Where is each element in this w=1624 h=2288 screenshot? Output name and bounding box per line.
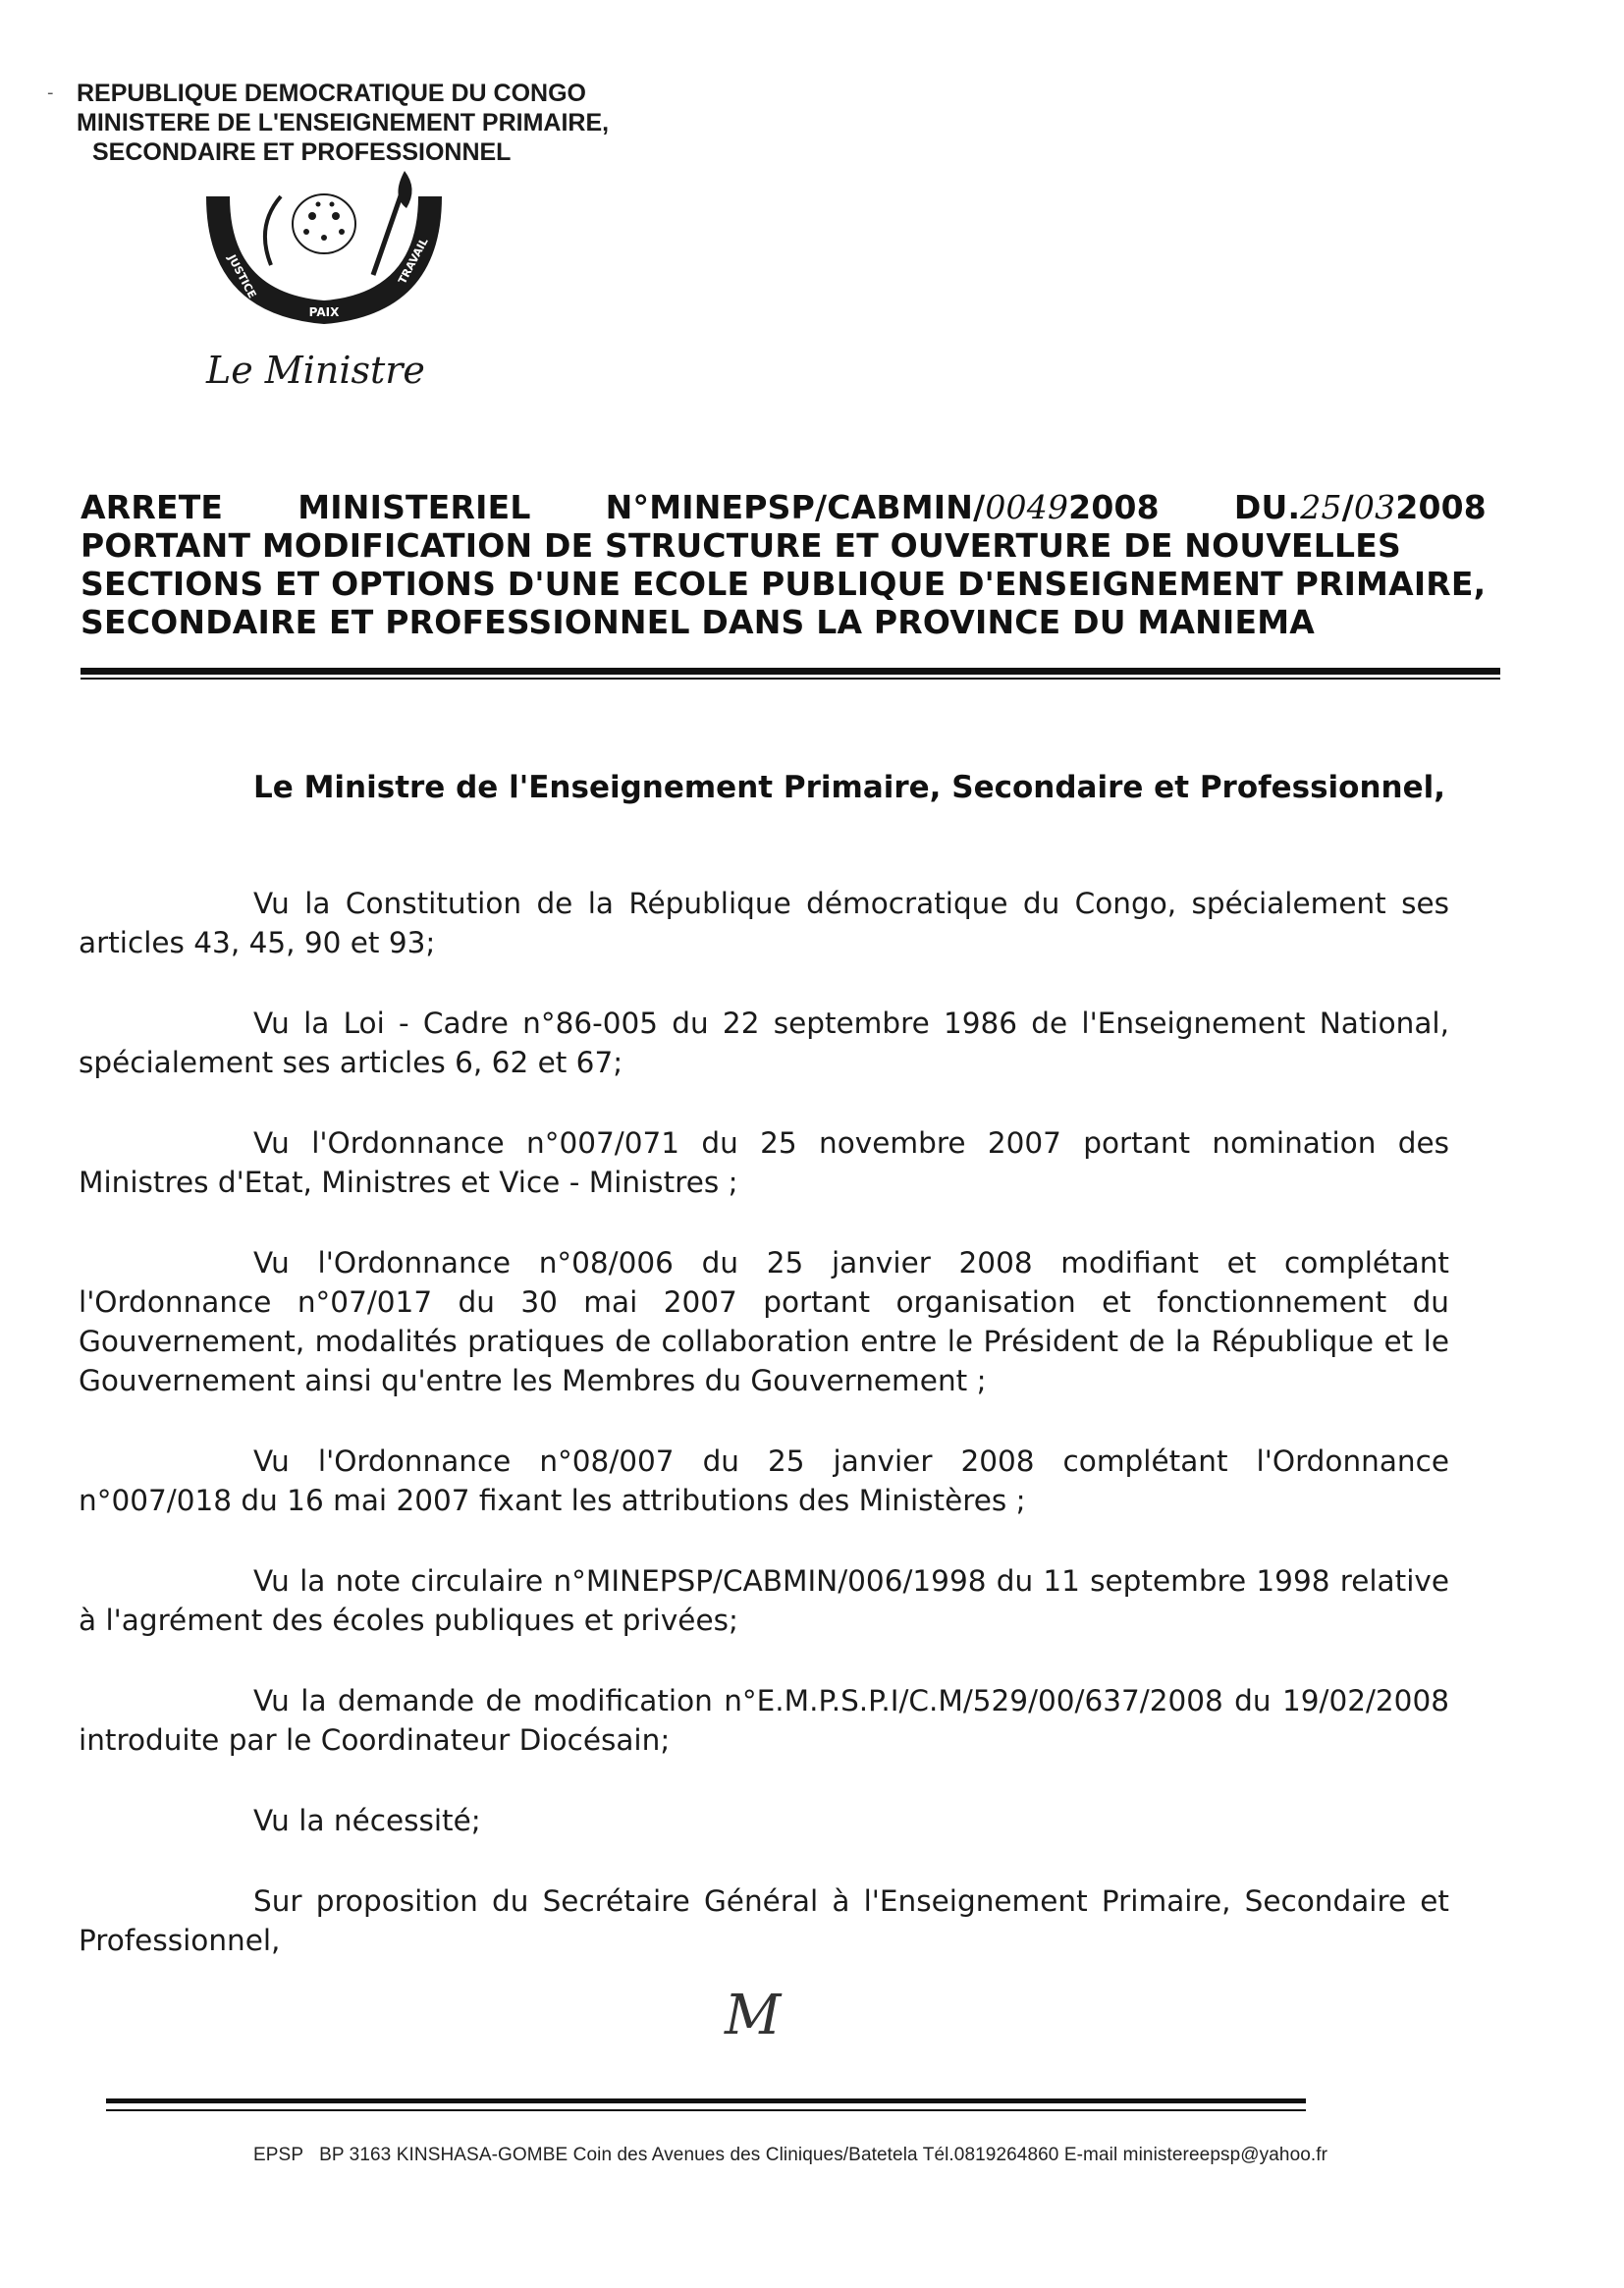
emblem-motto-right: TRAVAIL [396, 236, 431, 287]
title-word: MINISTERIEL [298, 488, 531, 526]
country-name: REPUBLIQUE DEMOCRATIQUE DU CONGO [77, 80, 586, 107]
handwritten-day: 25 [1300, 488, 1342, 526]
preamble-paragraph: Vu la Loi - Cadre n°86-005 du 22 septembre 1986 de l'Enseignement National, spécialement ses articles 6, 62 et 67; [79, 1007, 1449, 1079]
decree-body [79, 884, 1449, 2001]
preamble-paragraph: Vu la demande de modification n°E.M.P.S.P.I/C.M/529/00/637/2008 du 19/02/2008 introduite par le Coordinateur Diocésain; [79, 1684, 1449, 1757]
handwritten-initials: M [725, 1984, 782, 2047]
emblem-motto-center: PAIX [308, 305, 340, 319]
decree-date: DU.25/032008 [1233, 488, 1487, 526]
decree-title [81, 488, 1487, 641]
margin-mark: - [47, 82, 54, 103]
footer-address: BP 3163 KINSHASA-GOMBE Coin des Avenues des Cliniques/Batetela Tél.0819264860 E-mail ministereepsp@yahoo.fr [319, 2145, 1328, 2165]
preamble-paragraph: Vu la nécessité; [253, 1804, 481, 1837]
preamble-paragraph: Sur proposition du Secrétaire Général à l'Enseignement Primaire, Secondaire et Professionnel, [79, 1884, 1449, 1957]
emblem-tusk [265, 196, 281, 265]
preamble-paragraph: Vu l'Ordonnance n°007/071 du 25 novembre 2007 portant nomination des Ministres d'Etat, Ministres et Vice - Ministres ; [79, 1126, 1449, 1199]
preamble-paragraph: Vu la note circulaire n°MINEPSP/CABMIN/006/1998 du 11 septembre 1998 relative à l'agrément des écoles publiques et privées; [79, 1564, 1449, 1637]
minister-signature-title: Le Ministre [206, 349, 425, 392]
footer-org: EPSP [253, 2145, 304, 2165]
title-line-2: PORTANT MODIFICATION DE STRUCTURE ET OUVERTURE DE NOUVELLES [81, 526, 1401, 565]
preamble-paragraph: Vu la Constitution de la République démocratique du Congo, spécialement ses articles 43, 45, 90 et 93; [79, 887, 1449, 959]
footer-divider [106, 2098, 1306, 2103]
preamble-intro: Le Ministre de l'Enseignement Primaire, Secondaire et Professionnel, [253, 770, 1446, 805]
footer-contact [253, 2145, 1327, 2166]
ministry-name-line1: MINISTERE DE L'ENSEIGNEMENT PRIMAIRE, [77, 109, 610, 136]
issuing-authority [77, 79, 609, 167]
title-word: ARRETE [81, 488, 224, 526]
title-line-4: SECONDAIRE ET PROFESSIONNEL DANS LA PROVINCE DU MANIEMA [81, 603, 1315, 641]
emblem-leopard-head [293, 194, 355, 253]
title-divider-thin [81, 678, 1500, 680]
decree-number: N°MINEPSP/CABMIN/00492008 [605, 488, 1160, 526]
title-line-1 [81, 488, 1487, 526]
ministry-name-line2: SECONDAIRE ET PROFESSIONNEL [92, 138, 512, 166]
footer-divider-thin [106, 2109, 1306, 2111]
preamble-paragraph: Vu l'Ordonnance n°08/007 du 25 janvier 2008 complétant l'Ordonnance n°007/018 du 16 mai 2007 fixant les attributions des Ministères ; [79, 1444, 1449, 1517]
preamble-paragraph: Vu l'Ordonnance n°08/006 du 25 janvier 2008 modifiant et complétant l'Ordonnance n°07/017 du 30 mai 2007 portant organisation et fonctionnement du Gouvernement, modalités pratiques de collaboration entre le Président de la République et le Gouvernement ainsi qu'entre les Membres du Gouvernement ; [79, 1246, 1449, 1397]
handwritten-month: 03 [1353, 488, 1396, 526]
title-divider [81, 668, 1500, 675]
title-line-3: SECTIONS ET OPTIONS D'UNE ECOLE PUBLIQUE D'ENSEIGNEMENT PRIMAIRE, [81, 565, 1487, 603]
handwritten-number: 0049 [985, 488, 1069, 526]
coat-of-arms-emblem [187, 167, 461, 344]
emblem-motto-left: JUSTICE [225, 252, 259, 300]
